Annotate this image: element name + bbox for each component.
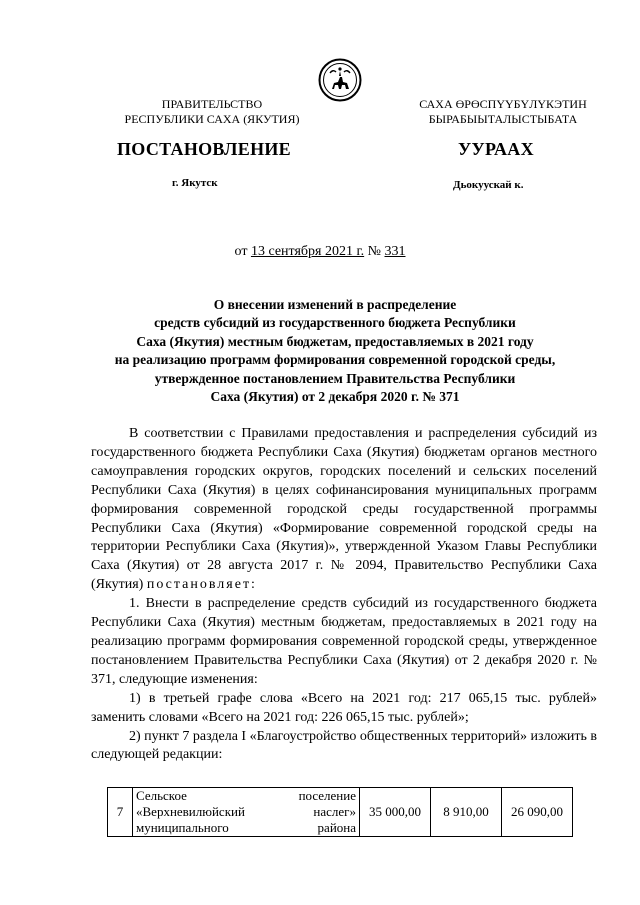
doc-type-ru: ПОСТАНОВЛЕНИЕ xyxy=(117,139,291,159)
city-sakha: Дьокуускай к. xyxy=(453,179,524,191)
distribution-table xyxy=(107,787,573,837)
header-left-line2: РЕСПУБЛИКИ САХА (ЯКУТИЯ) xyxy=(124,112,300,126)
doc-date: 13 сентября 2021 г. xyxy=(250,244,365,259)
date-line xyxy=(0,244,640,260)
doc-body xyxy=(91,425,597,765)
title-line: Саха (Якутия) местным бюджетам, предоставляемых в 2021 году xyxy=(136,333,534,349)
subitem-2-paragraph: 2) пункт 7 раздела I «Благоустройство общественных территорий» изложить в следующей редакции: xyxy=(91,728,597,763)
recipient-name-cell xyxy=(133,788,360,837)
decree-word: постановляет: xyxy=(146,577,257,593)
preamble-text: В соответствии с Правилами предоставления и распределения субсидий из государственного бюджета Республики Саха (Якутия) бюджетам органов местного самоуправления городских округов, городских поселений и сельских поселений Республики Саха (Якутия) в целях софинансирования муниципальных программ формирования современной городской среды государственной программы Республики Саха (Якутия) «Формирование современной городской среды на территории Республики Саха (Якутия)», утвержденной Указом Главы Республики Саха (Якутия) от 28 августа 2017 г. № 2094, Правительство Республики Саха (Якутия) xyxy=(91,426,597,593)
subitem-1-paragraph: 1) в третьей графе слова «Всего на 2021 год: 217 065,15 тыс. рублей» заменить словами «Всего на 2021 год: 226 065,15 тыс. рублей»; xyxy=(91,690,597,725)
doc-number: 331 xyxy=(384,244,406,259)
amount-col4-cell: 8 910,00 xyxy=(431,788,502,837)
doc-type-sakha: УУРААХ xyxy=(458,139,534,159)
title-line: средств субсидий из государственного бюджета Республики xyxy=(154,315,516,331)
item-1-paragraph: 1. Внести в распределение средств субсидий из государственного бюджета Республики Саха (Якутия) местным бюджетам, предоставляемых в 2021 году на реализацию программ формирования современной городской среды, утвержденное постановлением Правительства Республики Саха (Якутия) от 2 декабря 2020 г. № 371, следующие изменения: xyxy=(91,596,597,687)
number-prefix: № xyxy=(364,244,385,259)
title-line: О внесении изменений в распределение xyxy=(213,297,457,312)
preamble-paragraph xyxy=(91,425,597,595)
table-row xyxy=(108,788,573,837)
header-right-line1: САХА ӨРӨСПҮҮБҮЛҮКЭТИН xyxy=(419,97,587,111)
coat-of-arms-icon xyxy=(318,58,362,102)
header-left-line1: ПРАВИТЕЛЬСТВО xyxy=(161,97,263,111)
amount-col5-cell: 26 090,00 xyxy=(502,788,573,837)
city-ru: г. Якутск xyxy=(172,177,218,189)
row-number-cell: 7 xyxy=(108,788,133,837)
header-right-line2: БЫРАБЫЫТАЛЫСТЫБАТА xyxy=(428,112,578,126)
date-prefix: от xyxy=(234,244,251,259)
recipient-name-line: муниципального района xyxy=(136,820,356,835)
title-line: Саха (Якутия) от 2 декабря 2020 г. № 371 xyxy=(210,389,460,405)
recipient-name-line: Сельское поселение xyxy=(136,788,356,803)
title-line: на реализацию программ формирования современной городской среды, xyxy=(114,352,556,368)
recipient-name-line: «Верхневилюйский наслег» xyxy=(136,804,356,819)
title-line: утвержденное постановлением Правительства Республики xyxy=(154,370,516,386)
doc-title xyxy=(70,296,600,406)
amount-total-cell: 35 000,00 xyxy=(360,788,431,837)
